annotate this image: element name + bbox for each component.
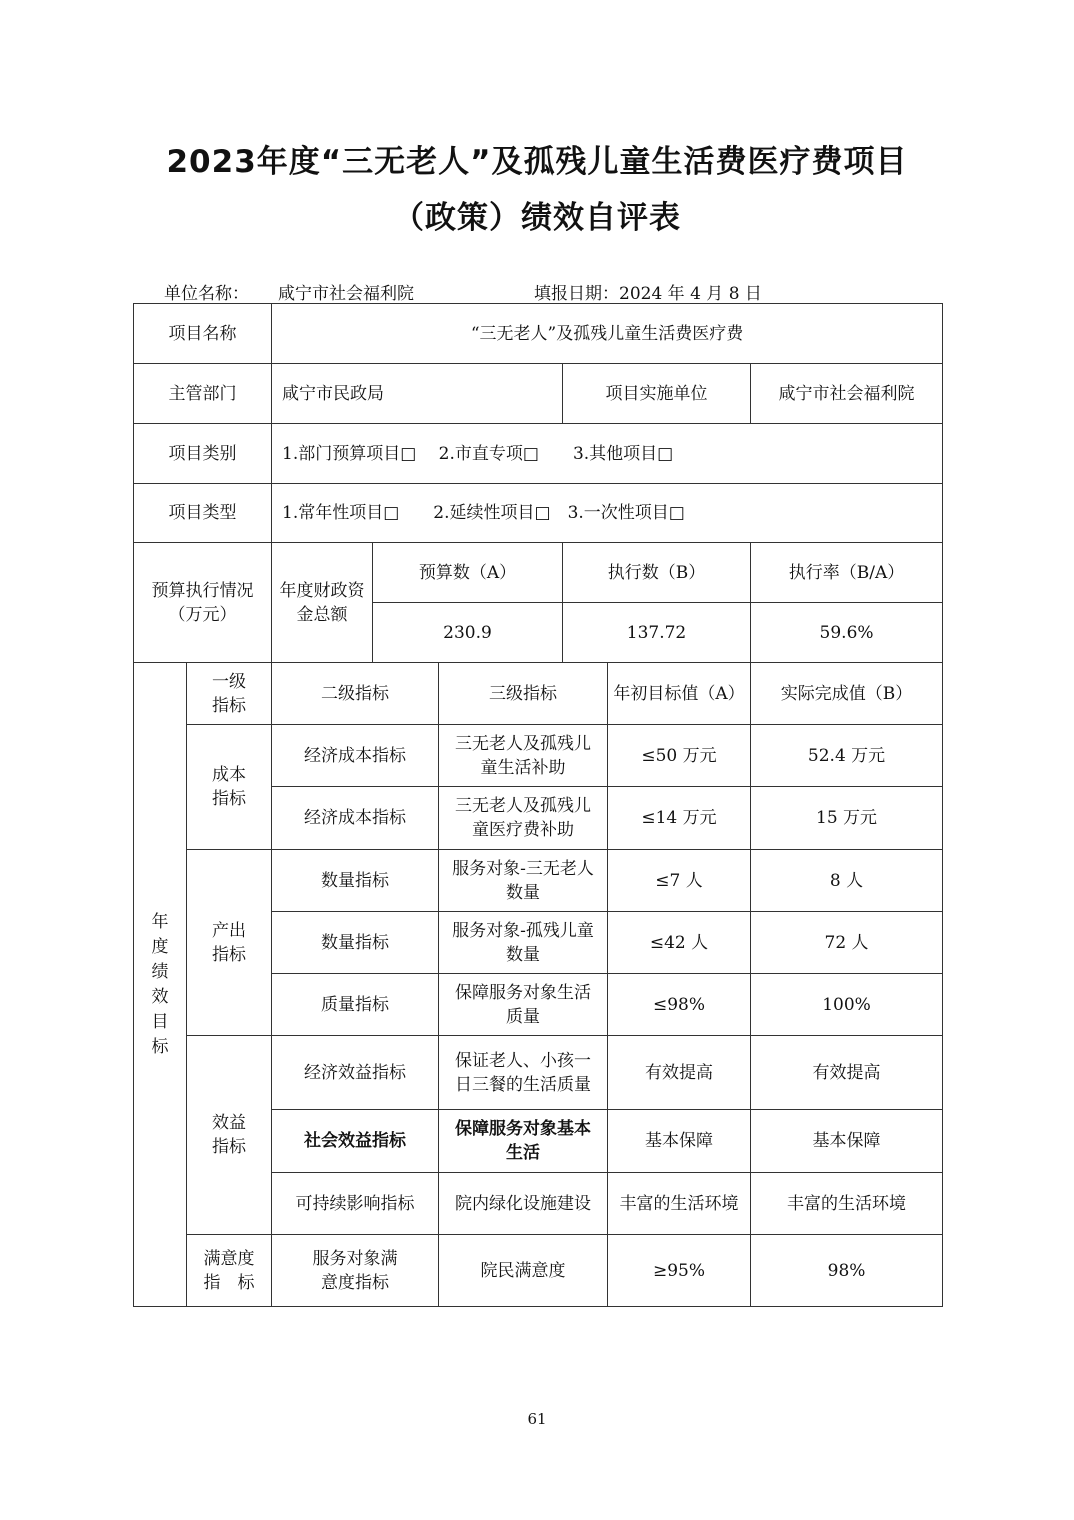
budget-b-value: 137.72 xyxy=(563,603,751,663)
level2-cell: 数量指标 xyxy=(272,850,439,912)
level3-cell: 保证老人、小孩一日三餐的生活质量 xyxy=(439,1036,608,1110)
report-date: 填报日期：2024 年 4 月 8 日 xyxy=(534,284,762,304)
goals-side-text: 年度绩效目标 xyxy=(151,911,169,1057)
unit-name-value: 咸宁市社会福利院 xyxy=(278,284,414,304)
level3-cell: 服务对象-孤残儿童数量 xyxy=(439,912,608,974)
level2-cell: 服务对象满意度指标 xyxy=(272,1235,439,1307)
level2-cell: 经济效益指标 xyxy=(272,1036,439,1110)
level3-cell: 保障服务对象基本生活 xyxy=(439,1110,608,1173)
level2-cell: 数量指标 xyxy=(272,912,439,974)
budget-rate-value: 59.6% xyxy=(751,603,943,663)
budget-label: 预算执行情况（万元） xyxy=(134,543,272,663)
page-number: 61 xyxy=(527,1410,547,1428)
level3-cell: 服务对象-三无老人数量 xyxy=(439,850,608,912)
actual-cell: 15 万元 xyxy=(751,787,943,850)
row-budget-header xyxy=(134,543,943,603)
type-options: 1.常年性项目□ 2.延续性项目□ 3.一次性项目□ xyxy=(272,484,943,543)
level3-cell: 保障服务对象生活质量 xyxy=(439,974,608,1036)
target-cell: ≤98% xyxy=(608,974,751,1036)
level3-cell: 院内绿化设施建设 xyxy=(439,1173,608,1235)
header-level3: 三级指标 xyxy=(439,663,608,725)
dept-label: 主管部门 xyxy=(134,364,272,424)
actual-cell: 52.4 万元 xyxy=(751,725,943,787)
type-label: 项目类型 xyxy=(134,484,272,543)
budget-a-label: 预算数（A） xyxy=(373,543,563,603)
goals-side-label xyxy=(134,663,187,1307)
group-cost: 成本指标 xyxy=(187,725,272,850)
document-title-line2: （政策）绩效自评表 xyxy=(393,200,681,236)
target-cell: ≤50 万元 xyxy=(608,725,751,787)
table-row xyxy=(134,1235,943,1307)
level3-cell: 院民满意度 xyxy=(439,1235,608,1307)
target-cell: 基本保障 xyxy=(608,1110,751,1173)
level2-cell: 经济成本指标 xyxy=(272,787,439,850)
actual-cell: 有效提高 xyxy=(751,1036,943,1110)
row-project-name xyxy=(134,304,943,364)
target-cell: 丰富的生活环境 xyxy=(608,1173,751,1235)
actual-cell: 100% xyxy=(751,974,943,1036)
table-row xyxy=(134,1036,943,1110)
impl-unit-value: 咸宁市社会福利院 xyxy=(751,364,943,424)
row-category xyxy=(134,424,943,484)
group-output: 产出指标 xyxy=(187,850,272,1036)
budget-a-value: 230.9 xyxy=(373,603,563,663)
header-level2: 二级指标 xyxy=(272,663,439,725)
project-name-label: 项目名称 xyxy=(134,304,272,364)
target-cell: ≤7 人 xyxy=(608,850,751,912)
level2-cell: 经济成本指标 xyxy=(272,725,439,787)
row-goals-header xyxy=(134,663,943,725)
fund-total-label: 年度财政资金总额 xyxy=(272,543,373,663)
target-cell: 有效提高 xyxy=(608,1036,751,1110)
category-label: 项目类别 xyxy=(134,424,272,484)
actual-cell: 8 人 xyxy=(751,850,943,912)
header-actual: 实际完成值（B） xyxy=(751,663,943,725)
row-type xyxy=(134,484,943,543)
level3-cell: 三无老人及孤残儿童生活补助 xyxy=(439,725,608,787)
actual-cell: 基本保障 xyxy=(751,1110,943,1173)
header-target: 年初目标值（A） xyxy=(608,663,751,725)
budget-b-label: 执行数（B） xyxy=(563,543,751,603)
dept-value: 咸宁市民政局 xyxy=(272,364,563,424)
impl-unit-label: 项目实施单位 xyxy=(563,364,751,424)
level2-cell: 质量指标 xyxy=(272,974,439,1036)
actual-cell: 72 人 xyxy=(751,912,943,974)
header-level1: 一级指标 xyxy=(187,663,272,725)
group-satisfaction: 满意度指 标 xyxy=(187,1235,272,1307)
target-cell: ≥95% xyxy=(608,1235,751,1307)
group-benefit: 效益指标 xyxy=(187,1036,272,1235)
unit-name-label: 单位名称： xyxy=(164,284,249,304)
budget-rate-label: 执行率（B/A） xyxy=(751,543,943,603)
table-row xyxy=(134,725,943,787)
target-cell: ≤42 人 xyxy=(608,912,751,974)
level2-cell: 可持续影响指标 xyxy=(272,1173,439,1235)
table-row xyxy=(134,850,943,912)
target-cell: ≤14 万元 xyxy=(608,787,751,850)
document-title-line1: 2023年度“三无老人”及孤残儿童生活费医疗费项目 xyxy=(166,144,908,180)
level3-cell: 三无老人及孤残儿童医疗费补助 xyxy=(439,787,608,850)
self-evaluation-table xyxy=(133,303,943,1307)
actual-cell: 丰富的生活环境 xyxy=(751,1173,943,1235)
level2-cell: 社会效益指标 xyxy=(272,1110,439,1173)
project-name-value: “三无老人”及孤残儿童生活费医疗费 xyxy=(272,304,943,364)
row-department xyxy=(134,364,943,424)
actual-cell: 98% xyxy=(751,1235,943,1307)
category-options: 1.部门预算项目□ 2.市直专项□ 3.其他项目□ xyxy=(272,424,943,484)
